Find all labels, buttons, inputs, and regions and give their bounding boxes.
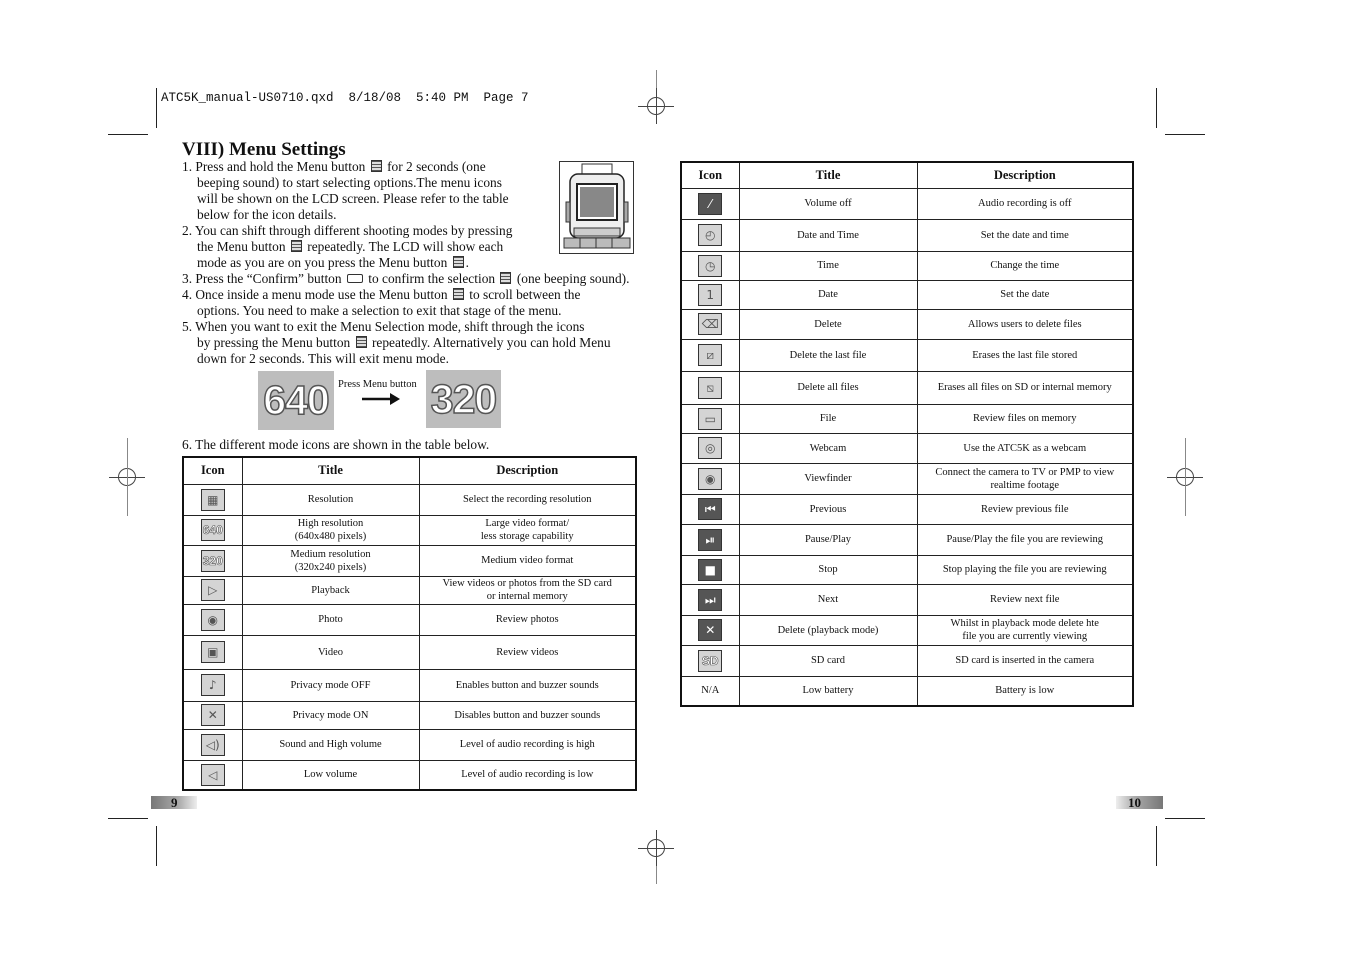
- icon-cell: [681, 188, 739, 219]
- sd-card-icon-glyph: SD: [701, 653, 719, 668]
- row-description: Enables button and buzzer sounds: [455, 679, 599, 691]
- table-row: [681, 219, 1133, 251]
- step-2-text: .: [465, 255, 470, 270]
- crop-mark: [656, 70, 657, 88]
- page-number-right: 10: [1116, 796, 1163, 809]
- row-description-cell: [917, 494, 1133, 524]
- table-row: [681, 371, 1133, 404]
- table-row: [183, 729, 636, 760]
- 640-icon-glyph: 640: [202, 523, 223, 537]
- table-row: [183, 669, 636, 701]
- icon-cell: [681, 219, 739, 251]
- icon-cell: [681, 251, 739, 280]
- row-title-cell: [739, 584, 917, 615]
- delete-playback-icon-glyph: ✕: [705, 623, 716, 637]
- row-description: Connect the camera to TV or PMP to view: [935, 466, 1115, 478]
- row-description-cell: [419, 701, 636, 729]
- row-title: Resolution: [307, 494, 354, 505]
- table-row: [681, 280, 1133, 309]
- row-description: or internal memory: [486, 591, 568, 602]
- row-title: Volume off: [804, 198, 852, 209]
- row-description: Review files on memory: [972, 413, 1077, 424]
- row-description: Erases the last file stored: [972, 349, 1078, 361]
- row-title: Webcam: [809, 442, 847, 454]
- file-slug: ATC5K_manual-US0710.qxd 8/18/08 5:40 PM Page 7: [161, 91, 529, 105]
- row-description: file you are currently viewing: [962, 631, 1088, 642]
- previous-icon-glyph: ⏮: [704, 502, 716, 516]
- stop-icon: [698, 559, 722, 581]
- row-title-cell: [739, 188, 917, 219]
- row-title: Date and Time: [797, 229, 859, 241]
- row-description-cell: [917, 524, 1133, 555]
- table-row: [681, 584, 1133, 615]
- row-title: Delete the last file: [789, 349, 867, 361]
- row-description: Review photos: [495, 614, 559, 625]
- icon-na-label: N/A: [701, 685, 720, 697]
- row-description-cell: [419, 576, 636, 604]
- arrow-right-icon: [360, 392, 402, 406]
- video-icon-glyph: ▣: [207, 645, 219, 659]
- row-description: Battery is low: [995, 685, 1055, 697]
- row-description-cell: [917, 463, 1133, 494]
- icon-cell: [183, 729, 242, 760]
- step-3-text: 3. Press the “Confirm” button: [182, 271, 342, 286]
- row-description: Audio recording is off: [978, 198, 1072, 209]
- crop-mark: [1156, 88, 1157, 128]
- 640-icon: [201, 519, 225, 541]
- row-description: Erases all files on SD or internal memory: [937, 382, 1112, 393]
- icon-cell: [183, 545, 242, 576]
- row-title: Stop: [818, 564, 838, 575]
- crop-mark: [156, 826, 157, 866]
- step-5: 5. When you want to exit the Menu Selection mode, shift through the icons: [182, 319, 585, 334]
- row-title-cell: [739, 404, 917, 433]
- table-row: [183, 515, 636, 545]
- row-title: Privacy mode OFF: [290, 679, 371, 691]
- folder-icon-glyph: ▭: [704, 411, 716, 426]
- row-description: Whilst in playback mode delete hte: [950, 618, 1099, 629]
- row-title: Privacy mode ON: [292, 709, 369, 721]
- row-description: realtime footage: [990, 479, 1059, 491]
- row-title-cell: [739, 555, 917, 584]
- table-row: [681, 494, 1133, 524]
- row-title: Delete: [814, 318, 842, 330]
- row-description: Large video format/: [485, 518, 570, 529]
- camera-icon-glyph: ◉: [207, 612, 218, 627]
- row-description: Medium video format: [481, 555, 574, 566]
- description-header: Description: [419, 457, 636, 484]
- row-title: Time: [817, 260, 839, 271]
- row-description-cell: [917, 676, 1133, 706]
- step-1-text: 1. Press and hold the Menu button: [182, 159, 366, 174]
- delete-last-icon-glyph: ⧄: [706, 348, 715, 362]
- table-row: [681, 615, 1133, 645]
- webcam-icon: [698, 437, 722, 459]
- demo-label: Press Menu button: [338, 379, 417, 390]
- row-description-cell: [917, 645, 1133, 676]
- next-icon-glyph: ⏭: [704, 592, 716, 607]
- crop-mark: [1165, 818, 1205, 819]
- row-title: Date: [818, 289, 838, 300]
- row-title: Video: [317, 646, 344, 658]
- registration-mark: [638, 830, 674, 866]
- row-title-cell: [242, 760, 419, 790]
- demo-320-icon: 320: [426, 370, 501, 428]
- row-title: High resolution: [297, 518, 364, 529]
- row-description: Select the recording resolution: [462, 494, 592, 505]
- icon-cell: [183, 604, 242, 635]
- icon-header: Icon: [681, 162, 739, 188]
- volume-off-icon-glyph: ⁄: [709, 196, 712, 211]
- table-row: [681, 645, 1133, 676]
- row-title: (640x480 pixels): [294, 531, 367, 542]
- row-description-cell: [917, 280, 1133, 309]
- row-description: Allows users to delete files: [967, 318, 1082, 330]
- icon-cell: [681, 309, 739, 339]
- description-header: Description: [917, 162, 1133, 188]
- table-row: [183, 604, 636, 635]
- 320-icon: [201, 550, 225, 572]
- icon-cell: [681, 371, 739, 404]
- sd-card-icon: [698, 650, 722, 672]
- row-title-cell: [242, 484, 419, 515]
- crop-mark: [108, 134, 148, 135]
- icon-cell: [183, 635, 242, 669]
- icon-cell: [681, 433, 739, 463]
- row-title-cell: [739, 615, 917, 645]
- row-description: View videos or photos from the SD card: [442, 578, 612, 589]
- crop-mark: [1165, 134, 1205, 135]
- camera-drawing: [560, 162, 633, 253]
- camera-illustration: [559, 161, 634, 254]
- crop-mark: [1156, 826, 1157, 866]
- row-description-cell: [419, 729, 636, 760]
- row-title: Viewfinder: [804, 473, 852, 484]
- step-2-text: repeatedly. The LCD will show each: [307, 239, 504, 254]
- camera-icon: [201, 609, 225, 631]
- menu-button-icon: [291, 240, 302, 252]
- confirm-button-icon: [347, 274, 363, 283]
- row-title-cell: [242, 576, 419, 604]
- icon-cell: [183, 484, 242, 515]
- row-description-cell: [917, 584, 1133, 615]
- table-row: [183, 635, 636, 669]
- clock-icon: [698, 255, 722, 277]
- table-row: [183, 484, 636, 515]
- row-description-cell: [917, 615, 1133, 645]
- row-title: Sound and High volume: [279, 739, 382, 750]
- icon-cell: [681, 676, 739, 706]
- bell-icon: [201, 674, 225, 696]
- step-2-text: the Menu button: [197, 239, 286, 254]
- calendar-icon-glyph: 1: [706, 287, 715, 302]
- row-description-cell: [917, 371, 1133, 404]
- icon-cell: [681, 615, 739, 645]
- folder-icon: [698, 408, 722, 430]
- clock-calendar-icon-glyph: ◴: [705, 228, 716, 242]
- row-description: Level of audio recording is low: [461, 769, 594, 781]
- icon-cell: [681, 339, 739, 371]
- row-title-cell: [242, 604, 419, 635]
- row-title-cell: [739, 676, 917, 706]
- row-description: Change the time: [990, 260, 1060, 271]
- previous-icon: [698, 498, 722, 520]
- step-4-line: options. You need to make a selection to exit that stage of the menu.: [197, 303, 562, 318]
- row-description: Review previous file: [981, 503, 1069, 515]
- table-row: [183, 701, 636, 729]
- row-title: Next: [817, 594, 839, 605]
- next-icon: [698, 589, 722, 611]
- step-1-line: below for the icon details.: [197, 207, 337, 222]
- function-icons-table: [680, 161, 1134, 707]
- step-2: 2. You can shift through different shooting modes by pressing: [182, 223, 513, 238]
- row-description: Pause/Play the file you are reviewing: [946, 534, 1104, 545]
- row-title-cell: [242, 701, 419, 729]
- menu-button-icon: [356, 336, 367, 348]
- row-title-cell: [739, 339, 917, 371]
- speaker-low-icon: [201, 764, 225, 786]
- crop-mark: [656, 866, 657, 884]
- row-description-cell: [917, 251, 1133, 280]
- step-1-line: beeping sound) to start selecting options.The menu icons: [197, 175, 502, 190]
- row-description-cell: [419, 604, 636, 635]
- row-title-cell: [739, 645, 917, 676]
- icon-cell: [681, 280, 739, 309]
- row-title: File: [819, 413, 837, 424]
- page-number-left: 9: [151, 796, 197, 809]
- table-row: [681, 463, 1133, 494]
- section-heading: VIII) Menu Settings: [182, 139, 346, 160]
- row-description: Review next file: [990, 594, 1060, 605]
- delete-all-icon-glyph: ⧅: [706, 380, 715, 395]
- icon-cell: [681, 584, 739, 615]
- step-3-text: to confirm the selection: [368, 271, 496, 286]
- pause-play-icon: [698, 529, 722, 551]
- step-4: [182, 287, 580, 303]
- bell-icon-glyph: ♪: [208, 678, 217, 692]
- row-description: Stop playing the file you are reviewing: [942, 564, 1107, 575]
- row-description: Use the ATC5K as a webcam: [963, 442, 1087, 454]
- crop-mark: [156, 88, 157, 128]
- row-description-cell: [917, 404, 1133, 433]
- row-description-cell: [917, 219, 1133, 251]
- row-description: Review videos: [496, 646, 559, 658]
- eye-icon-glyph: ◉: [705, 471, 716, 486]
- bell-muted-icon-glyph: ✕: [207, 708, 218, 722]
- registration-mark: [638, 88, 674, 124]
- row-description-cell: [419, 635, 636, 669]
- row-title-cell: [739, 433, 917, 463]
- row-title: Low volume: [303, 769, 358, 781]
- table-row: [681, 555, 1133, 584]
- row-title-cell: [242, 669, 419, 701]
- row-description: Level of audio recording is high: [459, 739, 595, 750]
- step-5-text: by pressing the Menu button: [197, 335, 351, 350]
- row-title: Delete (playback mode): [777, 624, 879, 636]
- row-title: (320x240 pixels): [294, 561, 367, 573]
- row-title-cell: [739, 371, 917, 404]
- delete-last-icon: [698, 344, 722, 366]
- table-row: [681, 433, 1133, 463]
- clock-calendar-icon: [698, 224, 722, 246]
- row-description-cell: [419, 515, 636, 545]
- grid-icon-glyph: ▦: [207, 492, 219, 507]
- row-description-cell: [419, 545, 636, 576]
- bell-muted-icon: [201, 704, 225, 726]
- demo-640-icon: 640: [258, 371, 334, 430]
- calendar-icon: [698, 284, 722, 306]
- step-2-line: [182, 239, 503, 255]
- delete-all-icon: [698, 377, 722, 399]
- table-row: [681, 339, 1133, 371]
- row-title: Playback: [311, 584, 350, 596]
- playback-icon: [201, 579, 225, 601]
- eye-icon: [698, 468, 722, 490]
- step-5-text: repeatedly. Alternatively you can hold Menu: [371, 335, 611, 350]
- stop-icon-glyph: ■: [704, 562, 716, 577]
- row-title-cell: [242, 635, 419, 669]
- menu-button-icon: [500, 272, 511, 284]
- icon-cell: [183, 669, 242, 701]
- menu-button-icon: [453, 256, 464, 268]
- title-header: Title: [739, 162, 917, 188]
- speaker-high-icon-glyph: ◁): [205, 737, 220, 752]
- row-title-cell: [739, 524, 917, 555]
- row-title-cell: [739, 280, 917, 309]
- clock-icon-glyph: ◷: [705, 258, 716, 273]
- step-2-text: mode as you are on you press the Menu button: [197, 255, 448, 270]
- row-title: Photo: [318, 614, 343, 625]
- table-row: [681, 309, 1133, 339]
- crop-mark: [108, 818, 148, 819]
- row-description-cell: [917, 309, 1133, 339]
- table-row: [681, 188, 1133, 219]
- row-description-cell: [917, 555, 1133, 584]
- row-description: Set the date and time: [980, 229, 1069, 241]
- delete-playback-icon: [698, 619, 722, 641]
- icon-cell: [681, 404, 739, 433]
- table-row: [183, 576, 636, 604]
- grid-icon: [201, 489, 225, 511]
- row-title-cell: [739, 251, 917, 280]
- step-4-text: to scroll between the: [469, 287, 581, 302]
- row-title-cell: [739, 463, 917, 494]
- row-title-cell: [739, 494, 917, 524]
- video-icon: [201, 641, 225, 663]
- row-description-cell: [419, 669, 636, 701]
- step-4-text: 4. Once inside a menu mode use the Menu button: [182, 287, 448, 302]
- icon-cell: [183, 760, 242, 790]
- crop-mark: [127, 438, 128, 516]
- row-title-cell: [739, 309, 917, 339]
- webcam-icon-glyph: ◎: [705, 441, 716, 455]
- row-title: Pause/Play: [804, 534, 852, 545]
- icon-cell: [681, 524, 739, 555]
- table-row: [681, 676, 1133, 706]
- speaker-low-icon-glyph: ◁: [208, 767, 218, 782]
- row-description-cell: [917, 188, 1133, 219]
- row-description-cell: [419, 484, 636, 515]
- icon-cell: [183, 576, 242, 604]
- row-description: Disables button and buzzer sounds: [454, 709, 601, 721]
- table-row: [681, 524, 1133, 555]
- step-5-line: [182, 335, 611, 351]
- table-row: [681, 404, 1133, 433]
- table-row: [183, 545, 636, 576]
- step-6: 6. The different mode icons are shown in the table below.: [182, 437, 490, 452]
- step-3-text: (one beeping sound).: [516, 271, 630, 286]
- menu-button-icon: [453, 288, 464, 300]
- menu-button-icon: [371, 160, 382, 172]
- row-title: Medium resolution: [290, 548, 371, 560]
- table-row: [681, 251, 1133, 280]
- row-description-cell: [917, 433, 1133, 463]
- icon-cell: [681, 645, 739, 676]
- step-1-line: will be shown on the LCD screen. Please refer to the table: [197, 191, 509, 206]
- table-row: [183, 760, 636, 790]
- row-title: SD card: [810, 655, 846, 666]
- title-header: Title: [242, 457, 419, 484]
- step-5-line: down for 2 seconds. This will exit menu mode.: [197, 351, 449, 366]
- mode-icons-table: [182, 456, 637, 791]
- trash-icon: [698, 313, 722, 335]
- icon-cell: [183, 701, 242, 729]
- row-description: less storage capability: [480, 531, 574, 542]
- 320-icon-glyph: 320: [202, 553, 223, 568]
- row-title: Delete all files: [797, 382, 859, 393]
- row-description-cell: [419, 760, 636, 790]
- row-description: SD card is inserted in the camera: [955, 655, 1095, 666]
- crop-mark: [1185, 438, 1186, 516]
- icon-cell: [681, 494, 739, 524]
- row-title: Previous: [809, 503, 847, 515]
- speaker-high-icon: [201, 734, 225, 756]
- row-description-cell: [917, 339, 1133, 371]
- step-1-text: for 2 seconds (one: [387, 159, 486, 174]
- icon-cell: [183, 515, 242, 545]
- volume-off-icon: [698, 193, 722, 215]
- pause-play-icon-glyph: ⏯: [705, 532, 716, 547]
- icon-cell: [681, 555, 739, 584]
- row-title: Low battery: [802, 685, 854, 697]
- row-title-cell: [242, 515, 419, 545]
- row-title-cell: [242, 545, 419, 576]
- step-3: [182, 271, 630, 287]
- row-title-cell: [739, 219, 917, 251]
- row-title-cell: [242, 729, 419, 760]
- playback-icon-glyph: ▷: [208, 583, 218, 597]
- row-description: Set the date: [1000, 289, 1050, 300]
- trash-icon-glyph: ⌫: [701, 317, 719, 331]
- icon-header: Icon: [183, 457, 242, 484]
- step-2-line: [182, 255, 469, 271]
- icon-cell: [681, 463, 739, 494]
- step-1: [182, 159, 486, 175]
